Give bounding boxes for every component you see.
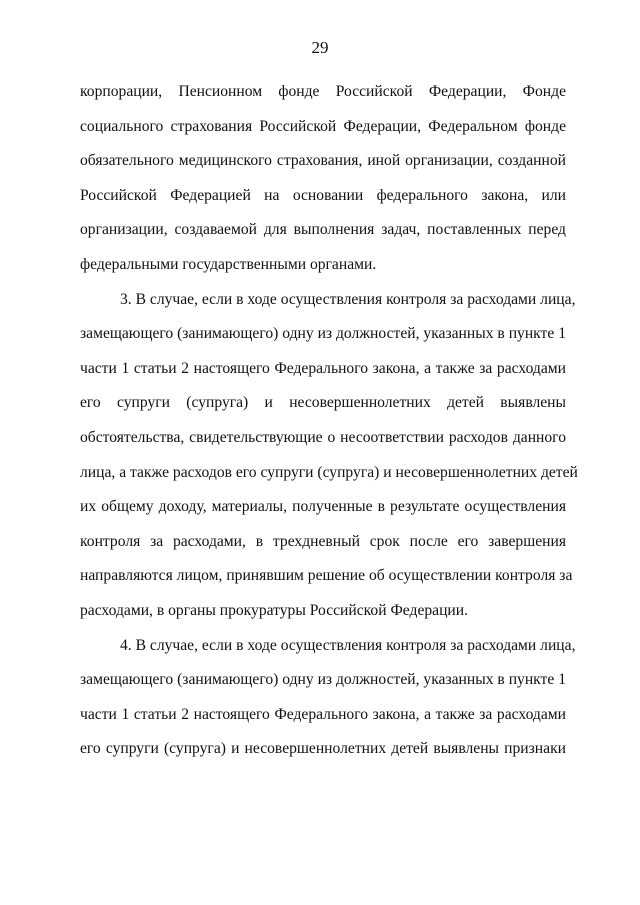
paragraph <box>80 75 566 283</box>
text-line: его супруги (супруга) и несовершеннолетних детей выявлены <box>80 394 566 412</box>
text-line: расходами, в органы прокуратуры Российской Федерации. <box>80 601 469 619</box>
page-number: 29 <box>311 38 329 57</box>
text-line: их общему доходу, материалы, полученные в результате осуществления <box>80 498 566 516</box>
text-line: корпорации, Пенсионном фонде Российской Федерации, Фонде <box>80 83 566 100</box>
text-line: контроля за расходами, в трехдневный срок после его завершения <box>80 532 566 550</box>
text-line: обстоятельства, свидетельствующие о несоответствии расходов данного <box>80 428 566 446</box>
text-line: замещающего (занимающего) одну из должностей, указанных в пункте 1 <box>80 671 566 689</box>
text-line: замещающего (занимающего) одну из должностей, указанных в пункте 1 <box>80 325 566 343</box>
text-line: части 1 статьи 2 настоящего Федерального закона, а также за расходами <box>80 705 566 723</box>
text-line: социального страхования Российской Федерации, Федеральном фонде <box>80 117 566 135</box>
text-line: его супруги (супруга) и несовершеннолетних детей выявлены признаки <box>80 740 566 758</box>
text-line: федеральными государственными органами. <box>80 255 377 273</box>
text-line: 4. В случае, если в ходе осуществления контроля за расходами лица, <box>120 636 576 654</box>
text-line: обязательного медицинского страхования, иной организации, созданной <box>80 152 566 170</box>
text-line: лица, а также расходов его супруги (супруга) и несовершеннолетних детей <box>80 463 578 481</box>
paragraph <box>80 629 576 767</box>
text-line: 3. В случае, если в ходе осуществления контроля за расходами лица, <box>120 290 576 308</box>
text-line: организации, создаваемой для выполнения задач, поставленных перед <box>80 221 566 239</box>
text-line: части 1 статьи 2 настоящего Федерального закона, а также за расходами <box>80 359 566 377</box>
paragraph <box>80 283 578 629</box>
body-text <box>80 75 578 767</box>
text-line: Российской Федерацией на основании федерального закона, или <box>80 186 566 204</box>
text-line: направляются лицом, принявшим решение об осуществлении контроля за <box>80 567 573 585</box>
